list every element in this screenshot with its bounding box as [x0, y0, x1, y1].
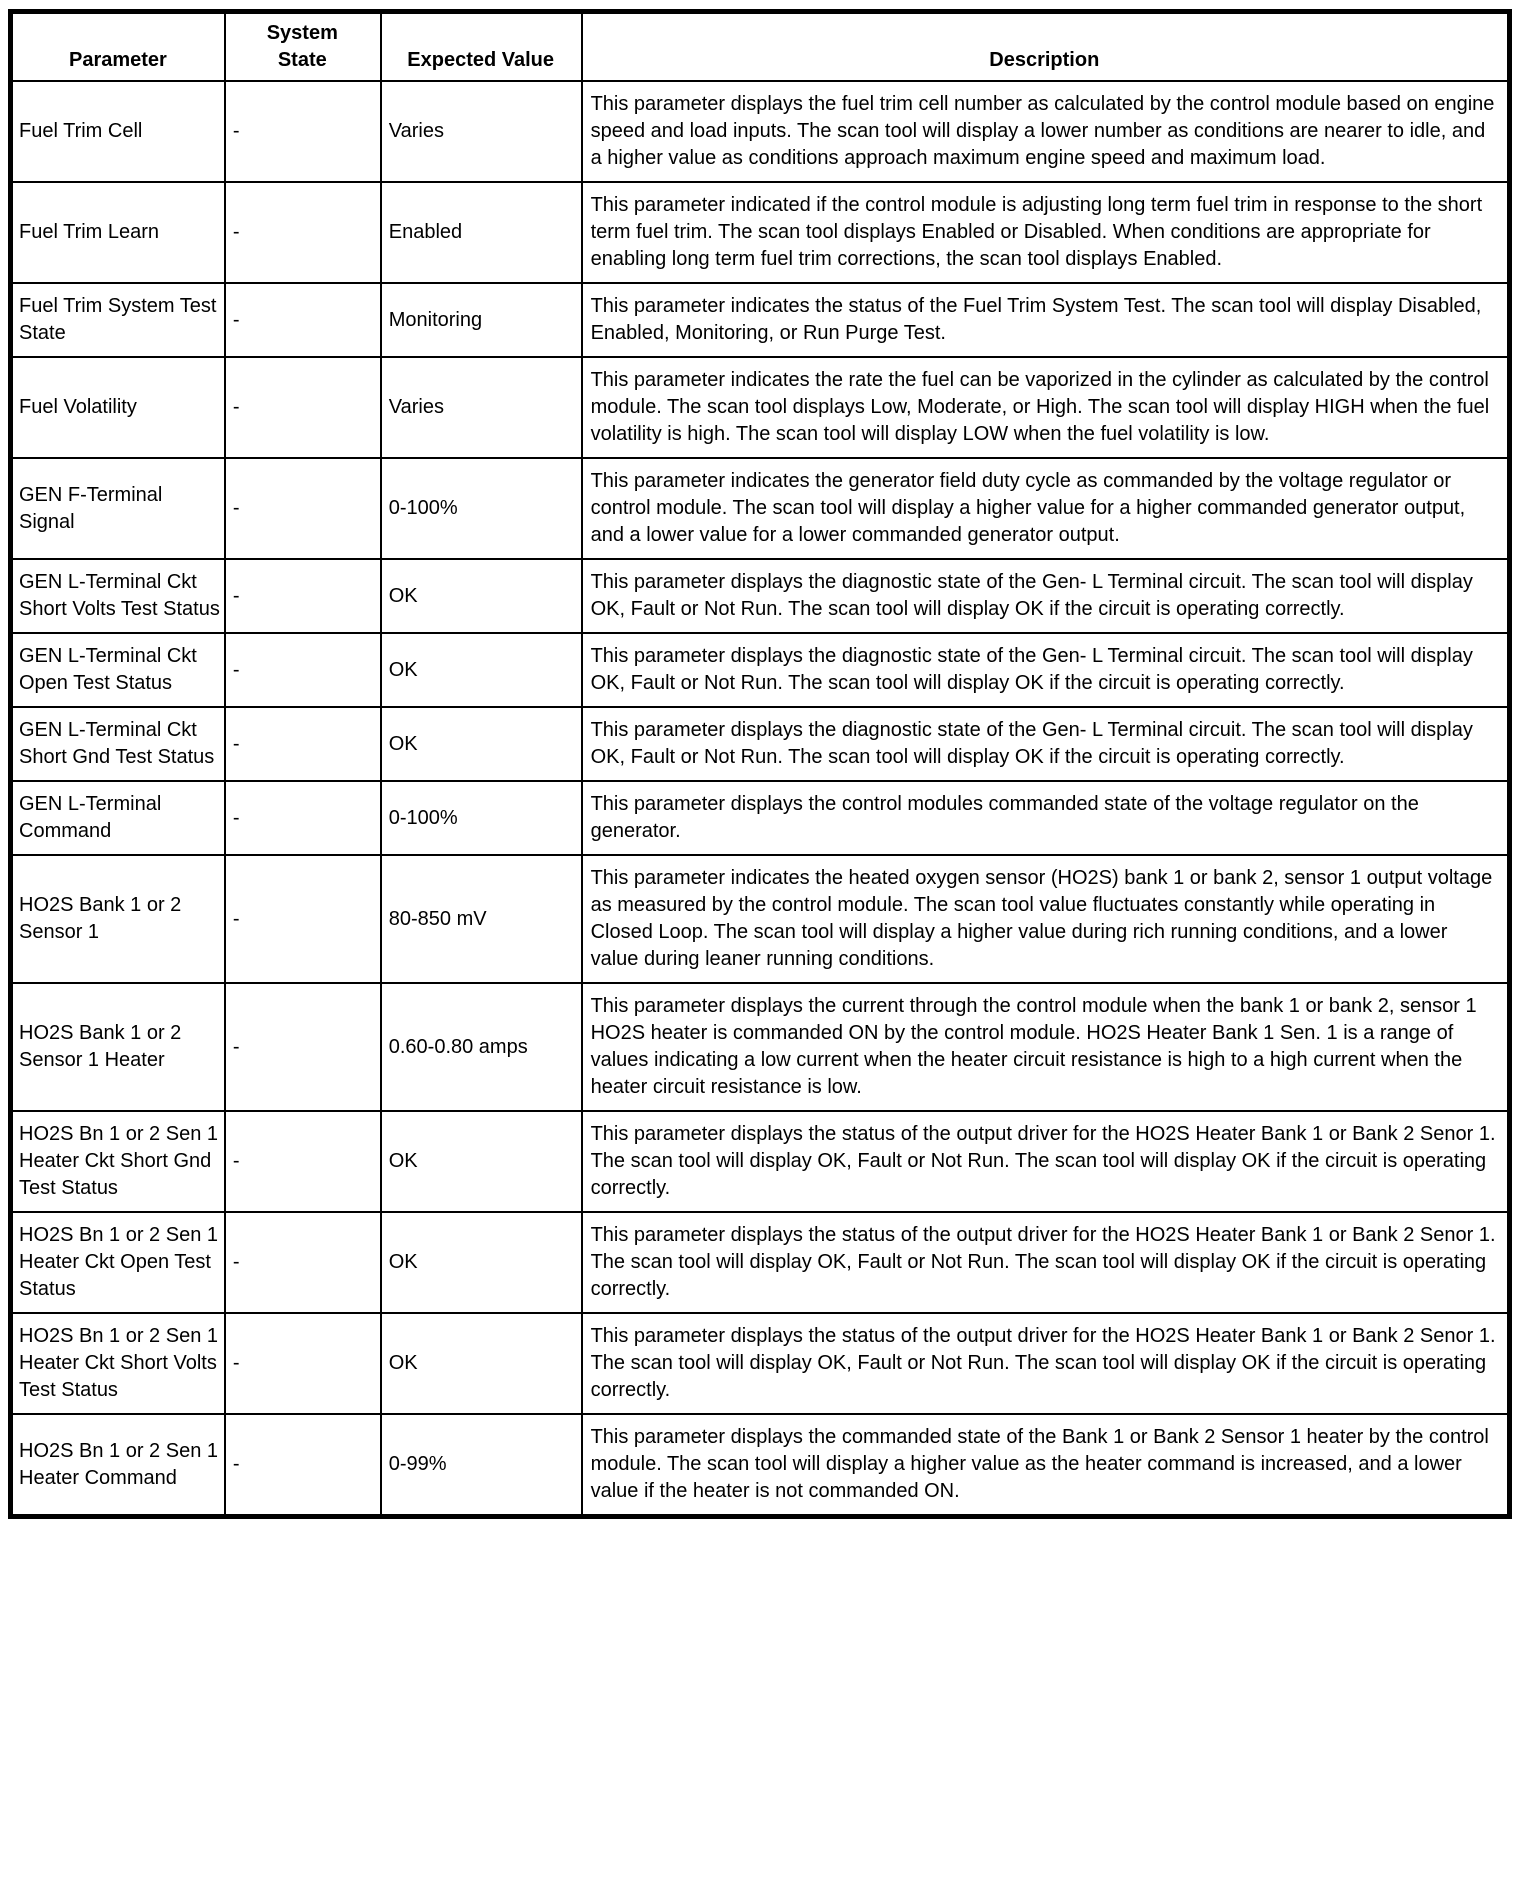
- header-system-state: System State: [225, 12, 381, 82]
- expected-value-cell: Varies: [381, 357, 582, 458]
- table-row: [11, 633, 1510, 707]
- table-row: [11, 1313, 1510, 1414]
- system-state-cell: -: [225, 1212, 381, 1313]
- table-row: [11, 81, 1510, 182]
- description-cell: This parameter displays the status of the output driver for the HO2S Heater Bank 1 or Bank 2 Senor 1. The scan tool will display OK, Fault or Not Run. The scan tool will display OK if the circuit is operating correctly.: [582, 1111, 1510, 1212]
- table-body: [11, 81, 1510, 1517]
- parameter-cell: Fuel Trim Cell: [11, 81, 225, 182]
- system-state-cell: -: [225, 1414, 381, 1517]
- system-state-cell: -: [225, 458, 381, 559]
- description-cell: This parameter indicates the generator field duty cycle as commanded by the voltage regulator or control module. The scan tool will display a higher value for a higher commanded generator output, and a lower value for a lower commanded generator output.: [582, 458, 1510, 559]
- expected-value-cell: 0.60-0.80 amps: [381, 983, 582, 1111]
- description-cell: This parameter displays the commanded state of the Bank 1 or Bank 2 Sensor 1 heater by the control module. The scan tool will display a higher value as the heater command is increased, and a lower value if the heater is not commanded ON.: [582, 1414, 1510, 1517]
- table-row: [11, 1212, 1510, 1313]
- table-row: [11, 458, 1510, 559]
- table-header: [11, 12, 1510, 82]
- header-parameter: Parameter: [11, 12, 225, 82]
- system-state-cell: -: [225, 357, 381, 458]
- description-cell: This parameter indicates the status of the Fuel Trim System Test. The scan tool will display Disabled, Enabled, Monitoring, or Run Purge Test.: [582, 283, 1510, 357]
- description-cell: This parameter displays the status of the output driver for the HO2S Heater Bank 1 or Bank 2 Senor 1. The scan tool will display OK, Fault or Not Run. The scan tool will display OK if the circuit is operating correctly.: [582, 1212, 1510, 1313]
- parameter-cell: GEN L-Terminal Ckt Short Volts Test Status: [11, 559, 225, 633]
- description-cell: This parameter displays the current through the control module when the bank 1 or bank 2, sensor 1 HO2S heater is commanded ON by the control module. HO2S Heater Bank 1 Sen. 1 is a range of values indicating a low current when the heater circuit resistance is high to a high current when the heater circuit resistance is low.: [582, 983, 1510, 1111]
- system-state-cell: -: [225, 855, 381, 983]
- header-expected-value: Expected Value: [381, 12, 582, 82]
- system-state-cell: -: [225, 1111, 381, 1212]
- expected-value-cell: 0-99%: [381, 1414, 582, 1517]
- system-state-cell: -: [225, 1313, 381, 1414]
- system-state-cell: -: [225, 81, 381, 182]
- parameter-cell: Fuel Trim Learn: [11, 182, 225, 283]
- description-cell: This parameter displays the fuel trim cell number as calculated by the control module based on engine speed and load inputs. The scan tool will display a lower number as conditions are nearer to idle, and a higher value as conditions approach maximum engine speed and maximum load.: [582, 81, 1510, 182]
- expected-value-cell: Enabled: [381, 182, 582, 283]
- table-row: [11, 559, 1510, 633]
- table-row: [11, 1111, 1510, 1212]
- parameter-cell: HO2S Bank 1 or 2 Sensor 1: [11, 855, 225, 983]
- table-row: [11, 283, 1510, 357]
- system-state-cell: -: [225, 633, 381, 707]
- system-state-cell: -: [225, 781, 381, 855]
- table-row: [11, 983, 1510, 1111]
- expected-value-cell: OK: [381, 1313, 582, 1414]
- parameter-cell: GEN L-Terminal Command: [11, 781, 225, 855]
- parameter-cell: GEN L-Terminal Ckt Short Gnd Test Status: [11, 707, 225, 781]
- description-cell: This parameter indicates the rate the fuel can be vaporized in the cylinder as calculated by the control module. The scan tool displays Low, Moderate, or High. The scan tool will display HIGH when the fuel volatility is high. The scan tool will display LOW when the fuel volatility is low.: [582, 357, 1510, 458]
- description-cell: This parameter indicated if the control module is adjusting long term fuel trim in response to the short term fuel trim. The scan tool displays Enabled or Disabled. When conditions are appropriate for enabling long term fuel trim corrections, the scan tool displays Enabled.: [582, 182, 1510, 283]
- expected-value-cell: OK: [381, 707, 582, 781]
- parameter-cell: Fuel Trim System Test State: [11, 283, 225, 357]
- expected-value-cell: 0-100%: [381, 781, 582, 855]
- table-row: [11, 781, 1510, 855]
- description-cell: This parameter indicates the heated oxygen sensor (HO2S) bank 1 or bank 2, sensor 1 output voltage as measured by the control module. The scan tool value fluctuates constantly while operating in Closed Loop. The scan tool will display a higher value during rich running conditions, and a lower value during leaner running conditions.: [582, 855, 1510, 983]
- parameter-cell: HO2S Bank 1 or 2 Sensor 1 Heater: [11, 983, 225, 1111]
- system-state-cell: -: [225, 983, 381, 1111]
- parameter-cell: Fuel Volatility: [11, 357, 225, 458]
- table-row: [11, 357, 1510, 458]
- description-cell: This parameter displays the diagnostic state of the Gen- L Terminal circuit. The scan tool will display OK, Fault or Not Run. The scan tool will display OK if the circuit is operating correctly.: [582, 707, 1510, 781]
- system-state-cell: -: [225, 707, 381, 781]
- system-state-cell: -: [225, 182, 381, 283]
- header-description: Description: [582, 12, 1510, 82]
- parameter-cell: HO2S Bn 1 or 2 Sen 1 Heater Ckt Short Volts Test Status: [11, 1313, 225, 1414]
- parameter-cell: HO2S Bn 1 or 2 Sen 1 Heater Ckt Open Test Status: [11, 1212, 225, 1313]
- expected-value-cell: 80-850 mV: [381, 855, 582, 983]
- description-cell: This parameter displays the control modules commanded state of the voltage regulator on the generator.: [582, 781, 1510, 855]
- table-row: [11, 855, 1510, 983]
- system-state-cell: -: [225, 283, 381, 357]
- expected-value-cell: OK: [381, 1212, 582, 1313]
- parameter-cell: HO2S Bn 1 or 2 Sen 1 Heater Ckt Short Gnd Test Status: [11, 1111, 225, 1212]
- table-row: [11, 707, 1510, 781]
- description-cell: This parameter displays the diagnostic state of the Gen- L Terminal circuit. The scan tool will display OK, Fault or Not Run. The scan tool will display OK if the circuit is operating correctly.: [582, 633, 1510, 707]
- scan-tool-parameter-table: [8, 9, 1512, 1519]
- expected-value-cell: OK: [381, 559, 582, 633]
- description-cell: This parameter displays the diagnostic state of the Gen- L Terminal circuit. The scan tool will display OK, Fault or Not Run. The scan tool will display OK if the circuit is operating correctly.: [582, 559, 1510, 633]
- parameter-cell: GEN F-Terminal Signal: [11, 458, 225, 559]
- expected-value-cell: 0-100%: [381, 458, 582, 559]
- expected-value-cell: Varies: [381, 81, 582, 182]
- table-row: [11, 1414, 1510, 1517]
- description-cell: This parameter displays the status of the output driver for the HO2S Heater Bank 1 or Bank 2 Senor 1. The scan tool will display OK, Fault or Not Run. The scan tool will display OK if the circuit is operating correctly.: [582, 1313, 1510, 1414]
- expected-value-cell: OK: [381, 633, 582, 707]
- header-row: [11, 12, 1510, 82]
- system-state-cell: -: [225, 559, 381, 633]
- parameter-cell: GEN L-Terminal Ckt Open Test Status: [11, 633, 225, 707]
- expected-value-cell: OK: [381, 1111, 582, 1212]
- table-row: [11, 182, 1510, 283]
- expected-value-cell: Monitoring: [381, 283, 582, 357]
- parameter-cell: HO2S Bn 1 or 2 Sen 1 Heater Command: [11, 1414, 225, 1517]
